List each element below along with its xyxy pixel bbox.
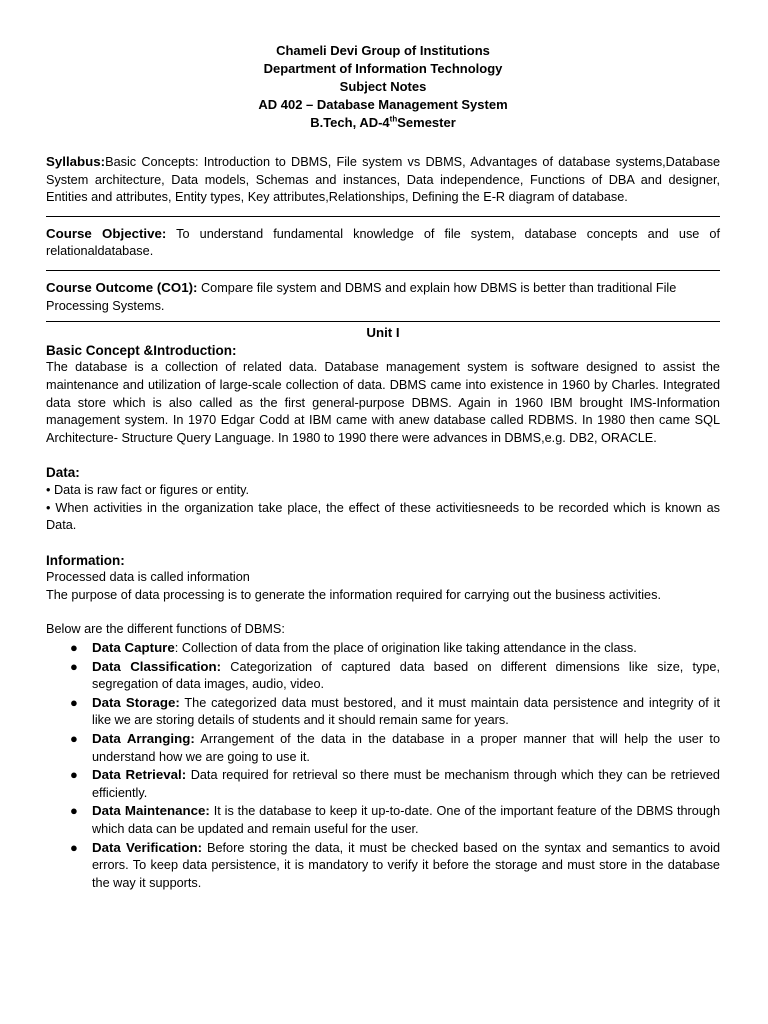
course-objective-label: Course Objective:	[46, 225, 167, 241]
institution-name: Chameli Devi Group of Institutions	[276, 43, 490, 58]
list-item	[46, 766, 720, 802]
document-page	[46, 42, 720, 892]
department-name: Department of Information Technology	[263, 61, 503, 76]
syllabus-label: Syllabus:	[46, 154, 106, 169]
program-semester-post: Semester	[397, 115, 456, 130]
function-term: Data Retrieval:	[92, 767, 187, 783]
course-objective-text: To understand fundamental knowledge of file system, database concepts and use of relationaldatabase.	[46, 226, 720, 259]
divider	[46, 270, 720, 271]
course-objective-paragraph	[46, 225, 720, 261]
functions-intro: Below are the different functions of DBMS:	[46, 622, 285, 637]
syllabus-paragraph	[46, 153, 720, 207]
function-desc: : Collection of data from the place of origination like taking attendance in the class.	[174, 641, 637, 656]
course-title: AD 402 – Database Management System	[258, 97, 508, 112]
bullet-icon: ●	[70, 731, 78, 747]
list-item	[46, 802, 720, 838]
program-semester-sup: th	[389, 114, 398, 124]
intro-heading: Basic Concept &Introduction:	[46, 342, 237, 358]
document-header	[46, 42, 720, 132]
program-semester-pre: B.Tech, AD-4	[310, 115, 390, 130]
subject-notes-title: Subject Notes	[339, 79, 427, 94]
bullet-icon: ●	[70, 839, 78, 855]
function-term: Data Verification:	[92, 839, 203, 855]
syllabus-text: Basic Concepts: Introduction to DBMS, File system vs DBMS, Advantages of database systems,Database System architecture, Data models, Schemas and instances, Data independence, Functions of DBA and designer, Entities and attributes, Entity types, Key attributes,Relationships, Defining the E-R diagram of database.	[46, 155, 720, 205]
course-outcome-label: Course Outcome (CO1):	[46, 279, 198, 295]
bullet-icon: ●	[70, 767, 78, 783]
bullet-icon: ●	[70, 803, 78, 819]
course-outcome-paragraph	[46, 279, 720, 298]
function-term: Data Storage:	[92, 694, 180, 710]
intro-paragraph: The database is a collection of related data. Database management system is software designed to assist the maintenance and utilization of large-scale collection of data. DBMS came into existence in 1960 by Charles. Integrated data store which is also called as the first general-purpose DBMS. Again in 1960 IBM brought IMS-Information management system. In 1970 Edgar Codd at IBM came with anew database called RDBMS. In 1980 then came SQL Architecture- Structure Query Language. In 1980 to 1990 there were advances in DBMS,e.g. DB2, ORACLE.	[46, 360, 720, 445]
course-outcome-text-2: Processing Systems.	[46, 298, 165, 313]
function-term: Data Capture	[92, 640, 175, 656]
function-term: Data Classification:	[92, 658, 222, 674]
bullet-icon: ●	[70, 658, 78, 674]
information-line-2: The purpose of data processing is to generate the information required for carrying out the business activities.	[46, 587, 661, 602]
list-item	[46, 639, 720, 658]
course-outcome-text: Compare file system and DBMS and explain how DBMS is better than traditional File	[197, 280, 677, 295]
list-item	[46, 839, 720, 893]
function-desc: The categorized data must bestored, and it must maintain data persistence and integrity of it like we are storing details of students and it should remain same for years.	[92, 695, 720, 728]
divider	[46, 216, 720, 217]
bullet-icon: ●	[70, 640, 78, 656]
data-heading: Data:	[46, 465, 80, 481]
unit-heading: Unit I	[366, 325, 400, 341]
list-item	[46, 694, 720, 730]
functions-list	[46, 639, 720, 892]
list-item	[46, 658, 720, 694]
function-desc: It is the database to keep it up-to-date. One of the important feature of the DBMS through which data can be updated and remain useful for the user.	[92, 804, 721, 836]
function-desc: Data required for retrieval so there must be mechanism through which they can be retrieved efficiently.	[92, 768, 720, 800]
data-point-2: • When activities in the organization take place, the effect of these activitiesneeds to be recorded which is known as Data.	[46, 500, 720, 533]
function-desc: Arrangement of the data in the database in a proper manner that will help the user to understand how we are going to use it.	[92, 732, 720, 764]
function-term: Data Maintenance:	[92, 803, 210, 819]
function-desc: Before storing the data, it must be checked based on the syntax and semantics to avoid errors. To keep data persistence, it is mandatory to verify it before the storage and must store in the database the way it supports.	[92, 840, 721, 890]
information-line-1: Processed data is called information	[46, 570, 250, 585]
list-item	[46, 730, 720, 766]
divider	[46, 321, 720, 322]
data-point-1: • Data is raw fact or figures or entity.	[46, 482, 250, 497]
function-term: Data Arranging:	[92, 731, 195, 747]
information-heading: Information:	[46, 552, 125, 568]
program-semester	[46, 114, 720, 132]
function-desc: Categorization of captured data based on different dimensions like size, type, segregation of data images, audio, video.	[92, 659, 720, 692]
bullet-icon: ●	[70, 694, 78, 710]
